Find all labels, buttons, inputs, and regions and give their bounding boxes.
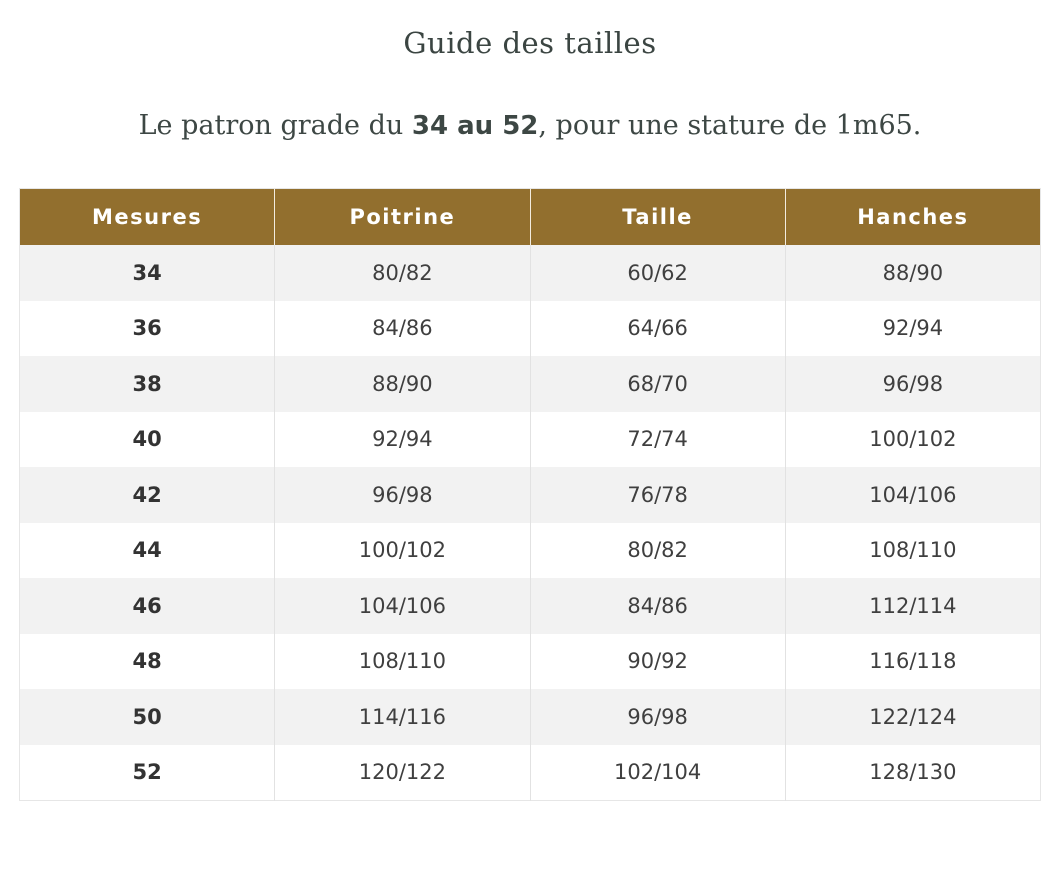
column-header-poitrine: Poitrine	[275, 189, 530, 246]
table-row	[20, 523, 1041, 579]
size-cell: 40	[20, 412, 275, 468]
chest-cell: 92/94	[275, 412, 530, 468]
column-header-taille: Taille	[530, 189, 785, 246]
waist-cell: 80/82	[530, 523, 785, 579]
table-header	[20, 189, 1041, 246]
chest-cell: 88/90	[275, 356, 530, 412]
chest-cell: 84/86	[275, 301, 530, 357]
size-cell: 50	[20, 689, 275, 745]
size-cell: 52	[20, 745, 275, 801]
hips-cell: 128/130	[785, 745, 1040, 801]
table-header-row	[20, 189, 1041, 246]
hips-cell: 116/118	[785, 634, 1040, 690]
column-header-hanches: Hanches	[785, 189, 1040, 246]
hips-cell: 92/94	[785, 301, 1040, 357]
column-header-mesures: Mesures	[20, 189, 275, 246]
hips-cell: 122/124	[785, 689, 1040, 745]
waist-cell: 102/104	[530, 745, 785, 801]
intro-prefix: Le patron grade du	[138, 110, 412, 141]
page-title: Guide des tailles	[403, 26, 657, 60]
size-cell: 48	[20, 634, 275, 690]
size-cell: 44	[20, 523, 275, 579]
hips-cell: 108/110	[785, 523, 1040, 579]
hips-cell: 88/90	[785, 245, 1040, 301]
size-range: 34 au 52	[411, 111, 539, 141]
hips-cell: 104/106	[785, 467, 1040, 523]
chest-cell: 108/110	[275, 634, 530, 690]
waist-cell: 84/86	[530, 578, 785, 634]
chest-cell: 80/82	[275, 245, 530, 301]
intro-suffix: , pour une stature de 1m65.	[538, 110, 922, 141]
table-row	[20, 578, 1041, 634]
table-body	[20, 245, 1041, 801]
waist-cell: 72/74	[530, 412, 785, 468]
waist-cell: 60/62	[530, 245, 785, 301]
size-cell: 42	[20, 467, 275, 523]
table-row	[20, 467, 1041, 523]
size-range-description	[0, 110, 1060, 141]
waist-cell: 76/78	[530, 467, 785, 523]
size-chart-table	[19, 188, 1041, 801]
table-row	[20, 301, 1041, 357]
size-cell: 36	[20, 301, 275, 357]
waist-cell: 90/92	[530, 634, 785, 690]
hips-cell: 100/102	[785, 412, 1040, 468]
size-cell: 34	[20, 245, 275, 301]
table-row	[20, 689, 1041, 745]
chest-cell: 96/98	[275, 467, 530, 523]
hips-cell: 112/114	[785, 578, 1040, 634]
chest-cell: 104/106	[275, 578, 530, 634]
table-row	[20, 245, 1041, 301]
table-row	[20, 634, 1041, 690]
waist-cell: 64/66	[530, 301, 785, 357]
chest-cell: 120/122	[275, 745, 530, 801]
hips-cell: 96/98	[785, 356, 1040, 412]
waist-cell: 96/98	[530, 689, 785, 745]
table-row	[20, 356, 1041, 412]
waist-cell: 68/70	[530, 356, 785, 412]
chest-cell: 100/102	[275, 523, 530, 579]
table-row	[20, 745, 1041, 801]
table-row	[20, 412, 1041, 468]
size-cell: 46	[20, 578, 275, 634]
chest-cell: 114/116	[275, 689, 530, 745]
size-cell: 38	[20, 356, 275, 412]
